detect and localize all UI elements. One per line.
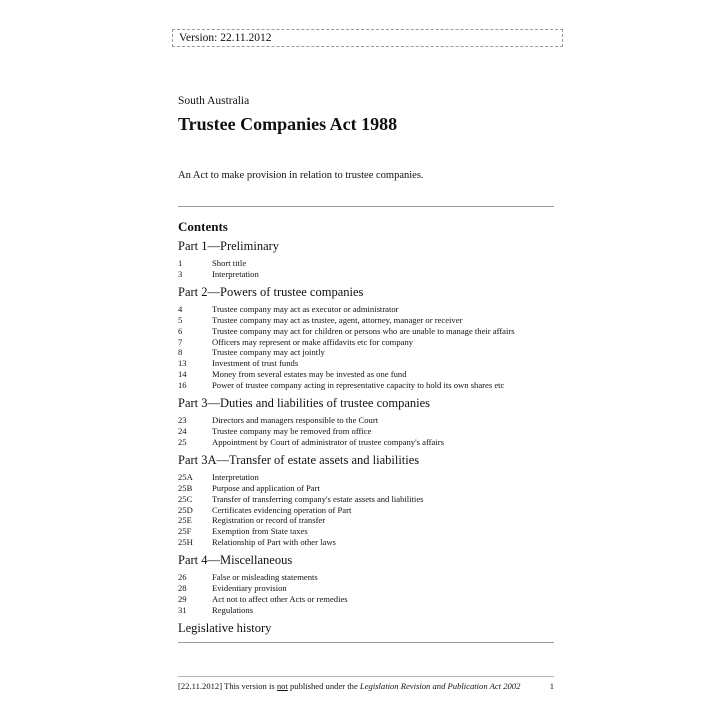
toc-entry-title: Exemption from State taxes: [212, 526, 308, 537]
toc-entry-title: Trustee company may act jointly: [212, 347, 325, 358]
toc-entry-title: Evidentiary provision: [212, 583, 287, 594]
toc-entry-number: 25D: [178, 504, 193, 515]
toc-entry: [178, 515, 558, 526]
toc-part-heading: Part 3A—Transfer of estate assets and liabilities: [178, 452, 420, 467]
footer-text-middle: published under the: [289, 681, 358, 691]
toc-entry: [178, 358, 558, 369]
toc-part: [178, 452, 558, 548]
toc-entry: [178, 605, 558, 616]
toc-entry-title: Certificates evidencing operation of Part: [212, 504, 352, 515]
toc-entry: [178, 326, 558, 337]
contents-heading: Contents: [178, 219, 228, 234]
toc-entry: [178, 594, 558, 605]
jurisdiction: South Australia: [178, 95, 250, 107]
toc-entry-title: Regulations: [212, 604, 254, 615]
toc-entry-title: Relationship of Part with other laws: [212, 537, 336, 548]
toc-part-heading: Part 3—Duties and liabilities of trustee companies: [178, 396, 431, 411]
toc-entry: [178, 269, 558, 280]
toc-entry: [178, 258, 558, 269]
toc-entry: [178, 472, 558, 483]
toc-legislative-history: Legislative history: [178, 620, 272, 635]
toc-entry-number: 16: [178, 380, 187, 391]
page-number: 1: [549, 681, 554, 691]
toc-entry: [178, 347, 558, 358]
footer-act-name: Legislation Revision and Publication Act 2002: [359, 681, 521, 691]
footer-rule: [178, 676, 554, 677]
toc-entry-title: Trustee company may be removed from office: [212, 425, 372, 436]
toc-entry-title: Trustee company may act as executor or administrator: [212, 303, 399, 314]
footer-note: [178, 681, 520, 691]
toc-entry-number: 26: [178, 572, 187, 583]
toc-entry: [178, 337, 558, 348]
toc-entry-number: 8: [178, 347, 183, 358]
toc-entry: [178, 537, 558, 548]
divider-bottom: [178, 642, 554, 643]
toc-entry-number: 13: [178, 358, 187, 369]
toc-entry-number: 5: [178, 314, 183, 325]
divider-top: [178, 206, 554, 207]
toc-entry-number: 31: [178, 604, 187, 615]
toc-entry: [178, 426, 558, 437]
toc-entry: [178, 526, 558, 537]
toc-entry: [178, 415, 558, 426]
toc-part: [178, 284, 558, 391]
footer-date: [22.11.2012]: [178, 681, 223, 691]
toc-entry: [178, 315, 558, 326]
toc-entry-number: 25E: [178, 515, 192, 526]
toc-entry: [178, 572, 558, 583]
toc-entry-number: 6: [178, 325, 183, 336]
toc-entry-number: 29: [178, 593, 187, 604]
toc-part: [178, 395, 558, 448]
toc-part-heading: Part 2—Powers of trustee companies: [178, 284, 364, 299]
toc-entry: [178, 583, 558, 594]
toc-entry: [178, 369, 558, 380]
toc-entry: [178, 437, 558, 448]
toc-entry-number: 25: [178, 436, 187, 447]
toc-entry-title: Power of trustee company acting in representative capacity to hold its own shares etc: [212, 380, 505, 391]
toc-entry-number: 1: [178, 258, 183, 268]
toc-entry: [178, 483, 558, 494]
footer-text-before: This version is: [224, 681, 275, 691]
toc-entry-title: Trustee company may act as trustee, agent, attorney, manager or receiver: [212, 314, 463, 325]
toc-entry: [178, 505, 558, 516]
toc-entry-title: Act not to affect other Acts or remedies: [212, 593, 348, 604]
toc-entry-number: 3: [178, 268, 183, 279]
toc-entry-number: 4: [178, 303, 183, 314]
toc-entry-title: Short title: [212, 258, 247, 268]
toc-entry-title: False or misleading statements: [212, 572, 318, 583]
toc-entry-title: Trustee company may act for children or persons who are unable to manage their affairs: [212, 325, 515, 336]
toc-part-heading: Part 1—Preliminary: [178, 239, 280, 253]
toc-part-heading: Part 4—Miscellaneous: [178, 553, 293, 568]
toc-entry-title: Investment of trust funds: [212, 358, 299, 369]
toc-entry-number: 14: [178, 369, 187, 380]
toc-entry-number: 25B: [178, 482, 193, 493]
toc-part: [178, 552, 558, 616]
toc-entry-title: Purpose and application of Part: [212, 482, 320, 493]
toc-entry-number: 24: [178, 425, 187, 436]
long-title: An Act to make provision in relation to trustee companies.: [178, 170, 424, 181]
version-box: [172, 29, 563, 47]
table-of-contents: [178, 238, 558, 636]
toc-entry-title: Directors and managers responsible to the Court: [212, 415, 379, 426]
toc-entry-title: Interpretation: [212, 268, 259, 279]
toc-part: [178, 238, 558, 280]
toc-entry-title: Registration or record of transfer: [212, 515, 326, 526]
toc-entry-number: 25H: [178, 537, 193, 548]
act-title: Trustee Companies Act 1988: [178, 114, 398, 134]
page-footer: [178, 681, 554, 691]
toc-entry-title: Officers may represent or make affidavits etc for company: [212, 336, 414, 347]
toc-entry-title: Money from several estates may be invested as one fund: [212, 369, 407, 380]
toc-entry-number: 23: [178, 415, 187, 426]
toc-entry: [178, 494, 558, 505]
toc-entry-number: 7: [178, 336, 183, 347]
toc-entry-title: Interpretation: [212, 471, 259, 482]
footer-not: not: [276, 681, 288, 691]
toc-entry-number: 25F: [178, 526, 192, 537]
toc-entry-title: Transfer of transferring company's estate assets and liabilities: [212, 493, 424, 504]
toc-entry: [178, 380, 558, 391]
toc-entry-title: Appointment by Court of administrator of trustee company's affairs: [212, 436, 444, 447]
toc-entry-number: 28: [178, 583, 187, 594]
toc-entry: [178, 304, 558, 315]
toc-entry-number: 25A: [178, 471, 193, 482]
toc-entry-number: 25C: [178, 493, 193, 504]
version-label: Version: 22.11.2012: [179, 32, 272, 44]
